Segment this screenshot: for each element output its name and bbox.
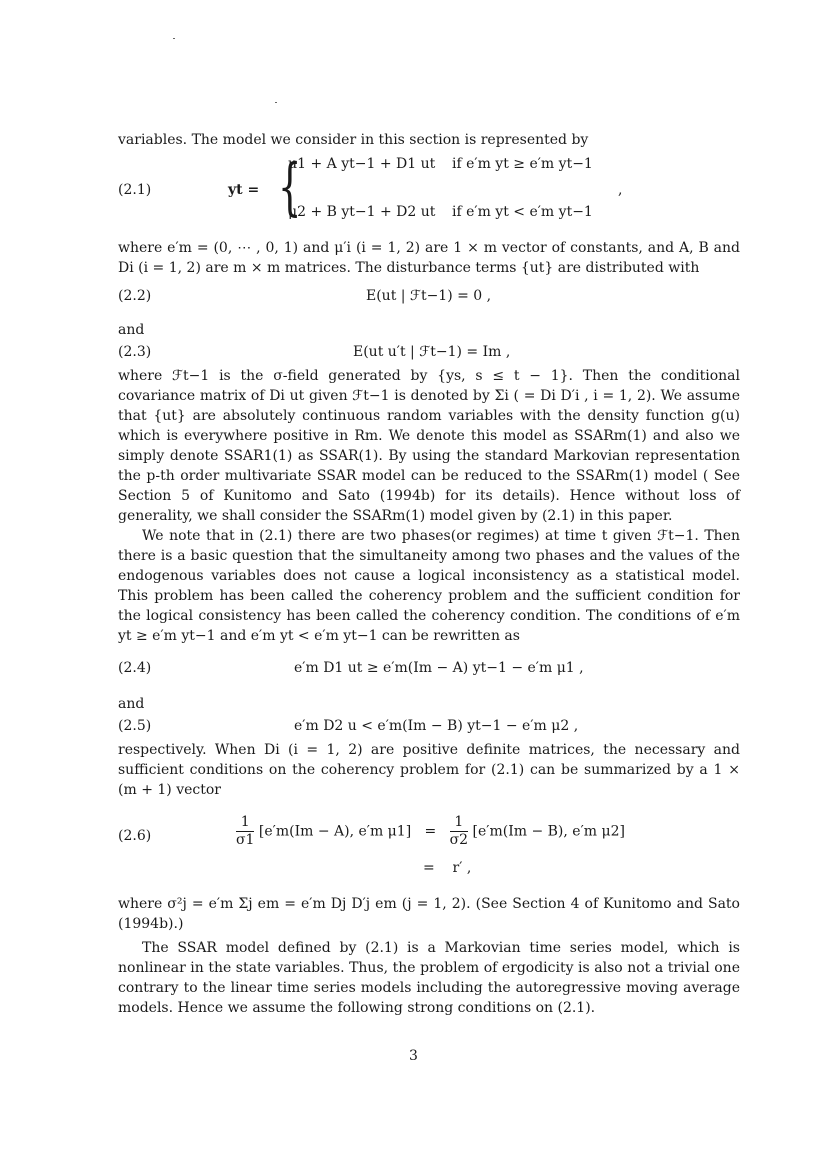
equation-row-1 [236, 814, 625, 849]
page-number: 3 [409, 1048, 418, 1064]
equation-row-2 [423, 858, 471, 878]
coherency-vector-1: [e′m(Im − A), e′m μ1] [258, 823, 412, 840]
fraction-denominator: σ1 [236, 832, 255, 848]
equation-2-2 [118, 278, 740, 312]
paragraph: where σ²j = e′m Σj em = e′m Dj D′j em (j = 1, 2). (See Section 4 of Kunitomo and Sato (1994b).) [118, 896, 740, 932]
fraction [236, 814, 254, 849]
case-phase-1: μ1 + A yt−1 + D1 ut [288, 156, 436, 172]
paragraph: where e′m = (0, ⋯ , 0, 1) and μ′i (i = 1, 2) are 1 × m vector of constants, and A, B and Di (i = 1, 2) are m × m matrices. The disturbance terms {ut} are distributed with [118, 240, 740, 276]
equation-2-1 [118, 150, 740, 232]
left-brace: { [277, 150, 302, 223]
case-condition-2: if e′m yt < e′m yt−1 [452, 204, 593, 220]
paper-body [118, 118, 740, 1018]
equation-number: (2.2) [118, 288, 152, 304]
fraction [450, 814, 468, 849]
equals-sign: = [423, 860, 435, 876]
equation-number: (2.1) [118, 182, 152, 198]
coherency-vector-r: r′ , [452, 860, 472, 876]
equation-2-4 [118, 646, 740, 686]
equation-number: (2.5) [118, 718, 152, 734]
paragraph: and [118, 322, 145, 338]
equation-lhs: yt = [228, 182, 260, 198]
paragraph: We note that in (2.1) there are two phases(or regimes) at time t given ℱt−1. Then there is a basic question that the simultaneity among two phases and the values of the endogenous variables does not cause a logical inconsistency as a statistical model. This problem has been called the coherency problem and the sufficient condition for the logical consistency has been called the coherency condition. The conditions of e′m yt ≥ e′m yt−1 and e′m yt < e′m yt−1 can be rewritten as [118, 528, 740, 644]
equation-number: (2.4) [118, 660, 152, 676]
paragraph: where ℱt−1 is the σ-field generated by {ys, s ≤ t − 1}. Then the conditional covariance matrix of Di ut given ℱt−1 is denoted by Σi ( = Di D′i , i = 1, 2). We assume that {ut} are absolutely continuous random variables with the density function g(u) which is everywhere positive in Rm. We denote this model as SSARm(1) and also we simply denote SSAR1(1) as SSAR(1). By using the standard Markovian representation the p-th order multivariate SSAR model can be reduced to the SSARm(1) model ( See Section 5 of Kunitomo and Sato (1994b) for its details). Hence without loss of generality, we shall consider the SSARm(1) model given by (2.1) in this paper. [118, 368, 740, 524]
equation-body: E(ut u′t | ℱt−1) = Im , [353, 344, 511, 360]
fraction-numerator: 1 [450, 814, 468, 832]
paragraph: variables. The model we consider in this section is represented by [118, 132, 589, 148]
equation-2-5 [118, 714, 740, 740]
case-phase-2: μ2 + B yt−1 + D2 ut [288, 204, 436, 220]
fraction-numerator: 1 [236, 814, 254, 832]
equation-2-6 [118, 814, 740, 886]
paragraph: The SSAR model defined by (2.1) is a Markovian time series model, which is nonlinear in the state variables. Thus, the problem of ergodicity is also not a trivial one contrary to the linear time series models including the autoregressive moving average models. Hence we assume the following strong conditions on (2.1). [118, 940, 740, 1016]
equation-punct: , [618, 182, 623, 198]
scan-speck [275, 102, 277, 103]
equation-2-3 [118, 340, 740, 366]
equation-number: (2.6) [118, 828, 152, 844]
equation-body: e′m D2 u < e′m(Im − B) yt−1 − e′m μ2 , [294, 718, 579, 734]
equation-body: E(ut | ℱt−1) = 0 , [366, 288, 492, 304]
scan-speck [173, 38, 175, 39]
fraction-denominator: σ2 [449, 832, 469, 848]
paragraph: respectively. When Di (i = 1, 2) are positive definite matrices, the necessary and sufficient conditions on the coherency problem for (2.1) can be summarized by a 1 × (m + 1) vector [118, 742, 740, 798]
equation-body: e′m D1 ut ≥ e′m(Im − A) yt−1 − e′m μ1 , [294, 660, 584, 676]
equation-number: (2.3) [118, 344, 152, 360]
paragraph: and [118, 696, 145, 712]
coherency-vector-2: [e′m(Im − B), e′m μ2] [472, 823, 625, 840]
equals-sign: = [424, 823, 437, 840]
case-condition-1: if e′m yt ≥ e′m yt−1 [452, 156, 593, 172]
